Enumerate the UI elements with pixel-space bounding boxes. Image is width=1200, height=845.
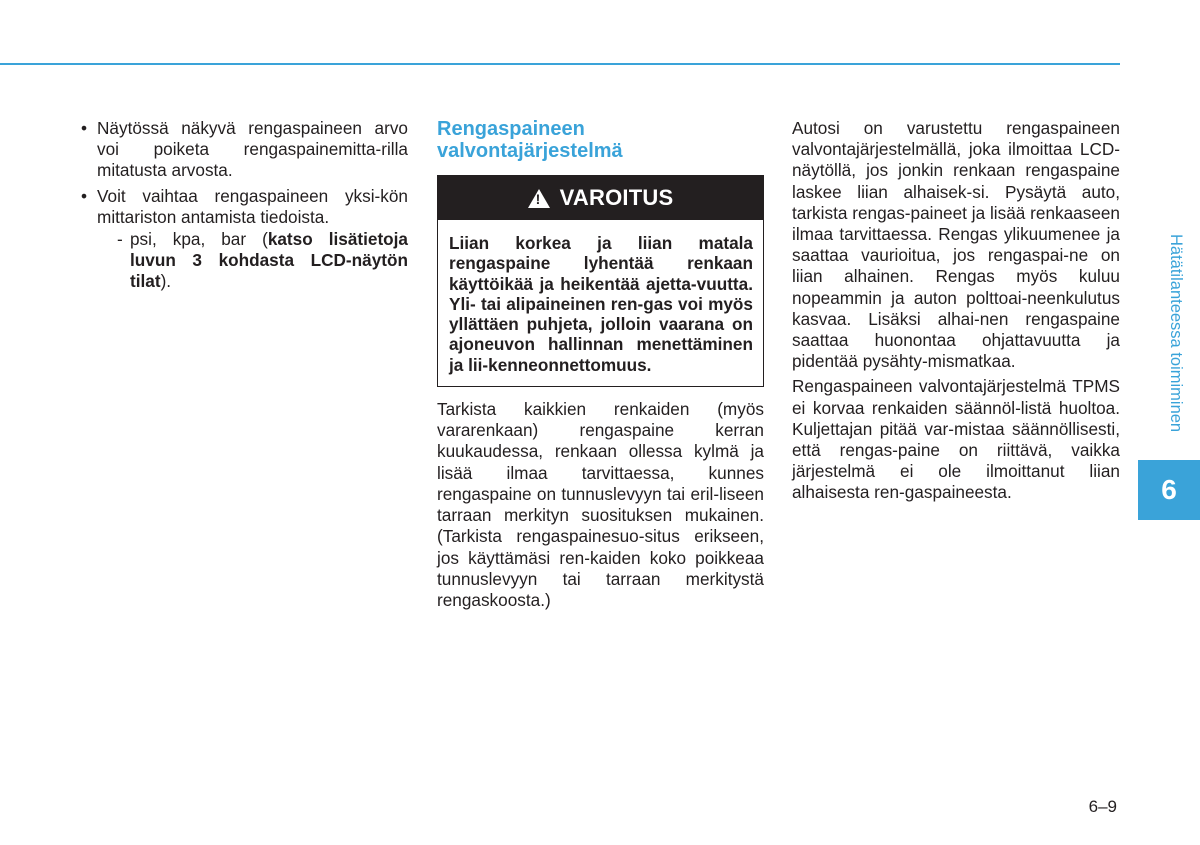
bullet-text: Näytössä näkyvä rengaspaineen arvo voi poiketa rengaspainemitta-rilla mitatusta arvosta.	[97, 118, 408, 181]
chapter-side-label: Hätätilanteessa toimiminen	[1167, 234, 1185, 433]
bullet-list	[77, 118, 408, 293]
page-number: 6–9	[1088, 797, 1117, 816]
sub-text-reference: katso lisätietoja luvun 3 kohdasta LCD-näytön tilat	[130, 229, 408, 292]
chapter-number-tab: 6	[1138, 460, 1200, 520]
bullet-item-display-value	[77, 118, 408, 182]
sub-text-suffix: ).	[160, 271, 172, 292]
sub-item-units	[97, 229, 408, 293]
section-title-line2: valvontajärjestelmä	[437, 140, 623, 162]
bullet-text: Voit vaihtaa rengaspaineen yksi-kön mittariston antamista tiedoista.	[97, 185, 408, 227]
middle-column	[437, 118, 764, 615]
tpms-intro-paragraph: Autosi on varustettu rengaspaineen valvontajärjestelmällä, joka ilmoittaa LCD-näytöllä, jos jonkin renkaan rengaspaine laskee liian alhaisek-si. Pysäytä auto, tarkista rengas-paineet ja lisää renkaaseen ilmaa tarvittaessa. Rengas ylikuumenee ja saattaa vaurioitua, jos rengaspai-ne on liian alhainen. Rengas myös kuluu nopeammin ja auton polttoai-neenkulutus kasvaa. Lisäksi alhai-nen rengaspaine saattaa huonontaa ohjattavuutta ja pidentää pysähty-mismatkaa.	[792, 118, 1120, 372]
top-rule	[0, 63, 1120, 65]
warning-title: VAROITUS	[559, 185, 674, 211]
right-column	[792, 118, 1120, 508]
warning-text: Liian korkea ja liian matala rengaspaine lyhentää renkaan käyttöikää ja heikentää ajetta-vuutta. Yli- tai alipaineinen ren-gas voi myös yllättäen puhjeta, jolloin vaarana on ajoneuvon hallinnan menettäminen ja lii-kenneonnettomuus.	[449, 233, 753, 375]
sub-dash: -	[117, 229, 123, 250]
warning-box	[437, 175, 764, 387]
bullet-item-unit	[77, 186, 408, 293]
sub-text-prefix: psi, kpa, bar (	[130, 229, 268, 250]
tpms-maintenance-paragraph: Rengaspaineen valvontajärjestelmä TPMS ei korvaa renkaiden säännöl-listä huoltoa. Kuljettajan pitää var-mistaa säännöllisesti, että rengas-paine on riittävä, vaikka järjestelmä ei ole ilmoittanut liian alhaisesta ren-gaspaineesta.	[792, 376, 1120, 503]
warning-header	[438, 176, 763, 220]
section-title-line1: Rengaspaineen	[437, 118, 585, 140]
tire-check-paragraph: Tarkista kaikkien renkaiden (myös vararenkaan) rengaspaine kerran kuukaudessa, renkaan ollessa kylmä ja lisää ilmaa tarvittaessa, kunnes rengaspaine on tunnuslevyyn tai eril-liseen tarraan merkityn suosituksen mukainen. (Tarkista rengaspainesuo-situs erikseen, jos käyttämäsi ren-kaiden koko poikkeaa tunnuslevyyn tai tarraan merkitystä rengaskoosta.)	[437, 399, 764, 610]
warning-triangle-icon	[528, 189, 550, 208]
left-column	[77, 118, 408, 297]
section-title	[437, 118, 764, 162]
